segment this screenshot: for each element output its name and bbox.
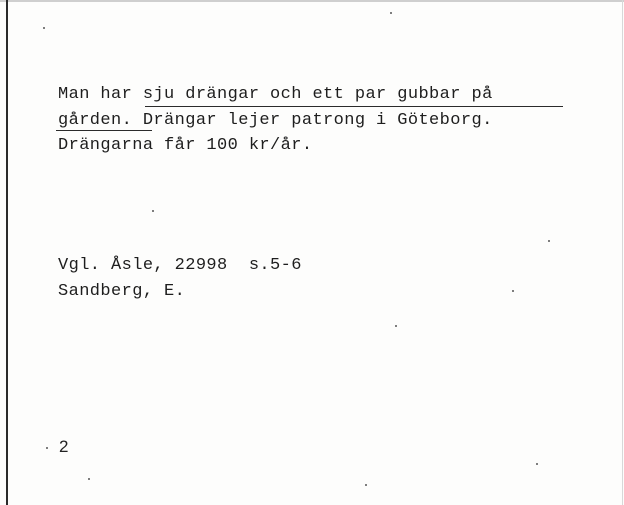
- reference-author: Sandberg, E.: [58, 282, 186, 301]
- card-right-edge: [622, 0, 623, 505]
- paper-speck: [512, 290, 514, 292]
- card-top-edge: [0, 0, 624, 2]
- paper-speck: [46, 447, 48, 449]
- reference-source: Vgl. Åsle, 22998 s.5-6: [58, 256, 302, 275]
- paper-speck: [536, 463, 538, 465]
- card-text-line-2: gården. Drängar lejer patrong i Göteborg.: [58, 111, 493, 130]
- card-left-edge: [6, 0, 8, 505]
- handwritten-underline-2: [56, 130, 152, 131]
- paper-speck: [365, 484, 367, 486]
- card-text-line-1: Man har sju drängar och ett par gubbar på: [58, 85, 493, 104]
- handwritten-underline-1: [145, 106, 563, 107]
- paper-speck: [88, 478, 90, 480]
- card-text-line-3: Drängarna får 100 kr/år.: [58, 136, 313, 155]
- page-number: 2: [59, 437, 69, 456]
- paper-speck: [152, 210, 154, 212]
- paper-speck: [43, 27, 45, 29]
- paper-speck: [390, 12, 392, 14]
- paper-speck: [395, 325, 397, 327]
- paper-speck: [548, 240, 550, 242]
